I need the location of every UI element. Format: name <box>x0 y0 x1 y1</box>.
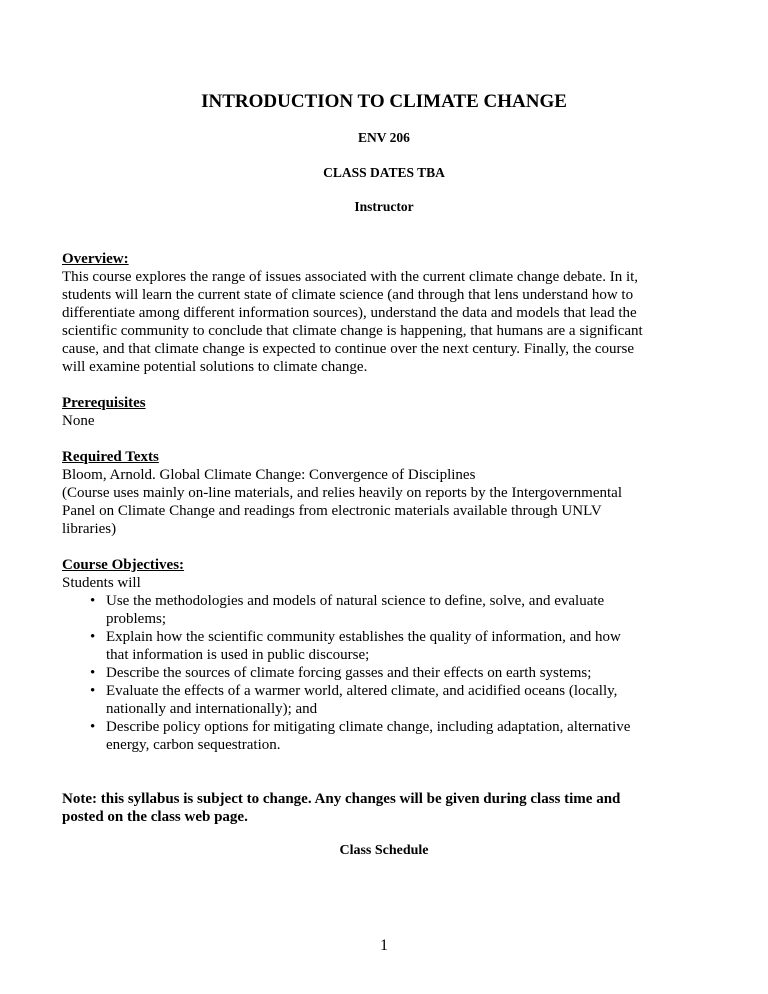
syllabus-change-note <box>62 790 712 826</box>
class-schedule-heading: Class Schedule <box>339 843 429 858</box>
course-code: ENV 206 <box>358 130 410 145</box>
note-line: posted on the class web page. <box>62 809 248 825</box>
note-line: Note: this syllabus is subject to change. Any changes will be given during class time and <box>62 791 621 807</box>
instructor-label: Instructor <box>354 199 414 214</box>
overview-heading: Overview: <box>62 251 129 267</box>
objective-item <box>62 664 712 682</box>
required-texts-section <box>62 448 712 538</box>
objective-item <box>62 682 712 718</box>
objective-line: nationally and internationally); and <box>106 701 318 717</box>
bullet-icon: • <box>90 665 96 681</box>
overview-section <box>62 250 712 376</box>
objective-line: that information is used in public discourse; <box>106 647 370 663</box>
objectives-heading: Course Objectives: <box>62 557 185 573</box>
bullet-icon: • <box>90 629 96 645</box>
objective-line: energy, carbon sequestration. <box>106 737 281 753</box>
required-texts-line: Bloom, Arnold. Global Climate Change: Convergence of Disciplines <box>62 467 476 483</box>
objective-item <box>62 718 712 754</box>
course-title: INTRODUCTION TO CLIMATE CHANGE <box>201 91 567 112</box>
prerequisites-heading: Prerequisites <box>62 395 146 411</box>
overview-line: will examine potential solutions to climate change. <box>62 359 368 375</box>
objective-item <box>62 592 712 628</box>
required-texts-line: (Course uses mainly on-line materials, and relies heavily on reports by the Intergovernmental <box>62 485 622 501</box>
bullet-icon: • <box>90 683 96 699</box>
class-dates: CLASS DATES TBA <box>323 165 445 180</box>
bullet-icon: • <box>90 719 96 735</box>
overview-line: students will learn the current state of climate science (and through that lens understand how to <box>62 287 634 303</box>
overview-line: differentiate among different information sources), understand the data and models that lead the <box>62 305 637 321</box>
required-texts-heading: Required Texts <box>62 449 159 465</box>
overview-line: scientific community to conclude that climate change is happening, that humans are a significant <box>62 323 643 339</box>
objective-line: Use the methodologies and models of natural science to define, solve, and evaluate <box>106 593 605 609</box>
overview-line: cause, and that climate change is expected to continue over the next century. Finally, the course <box>62 341 635 357</box>
objectives-section <box>62 556 712 754</box>
objectives-intro: Students will <box>62 575 141 591</box>
objective-line: Describe policy options for mitigating climate change, including adaptation, alternative <box>106 719 631 735</box>
required-texts-line: libraries) <box>62 521 117 537</box>
objectives-list <box>62 592 712 754</box>
objective-line: Evaluate the effects of a warmer world, altered climate, and acidified oceans (locally, <box>106 683 618 699</box>
objective-item <box>62 628 712 664</box>
prerequisites-section <box>62 394 712 430</box>
page-number: 1 <box>380 937 388 954</box>
overview-line: This course explores the range of issues associated with the current climate change debate. In it, <box>62 269 639 285</box>
objective-line: problems; <box>106 611 166 627</box>
prerequisites-value: None <box>62 413 95 429</box>
objective-line: Describe the sources of climate forcing gasses and their effects on earth systems; <box>106 665 592 681</box>
bullet-icon: • <box>90 593 96 609</box>
objective-line: Explain how the scientific community establishes the quality of information, and how <box>106 629 621 645</box>
required-texts-line: Panel on Climate Change and readings from electronic materials available through UNLV <box>62 503 602 519</box>
